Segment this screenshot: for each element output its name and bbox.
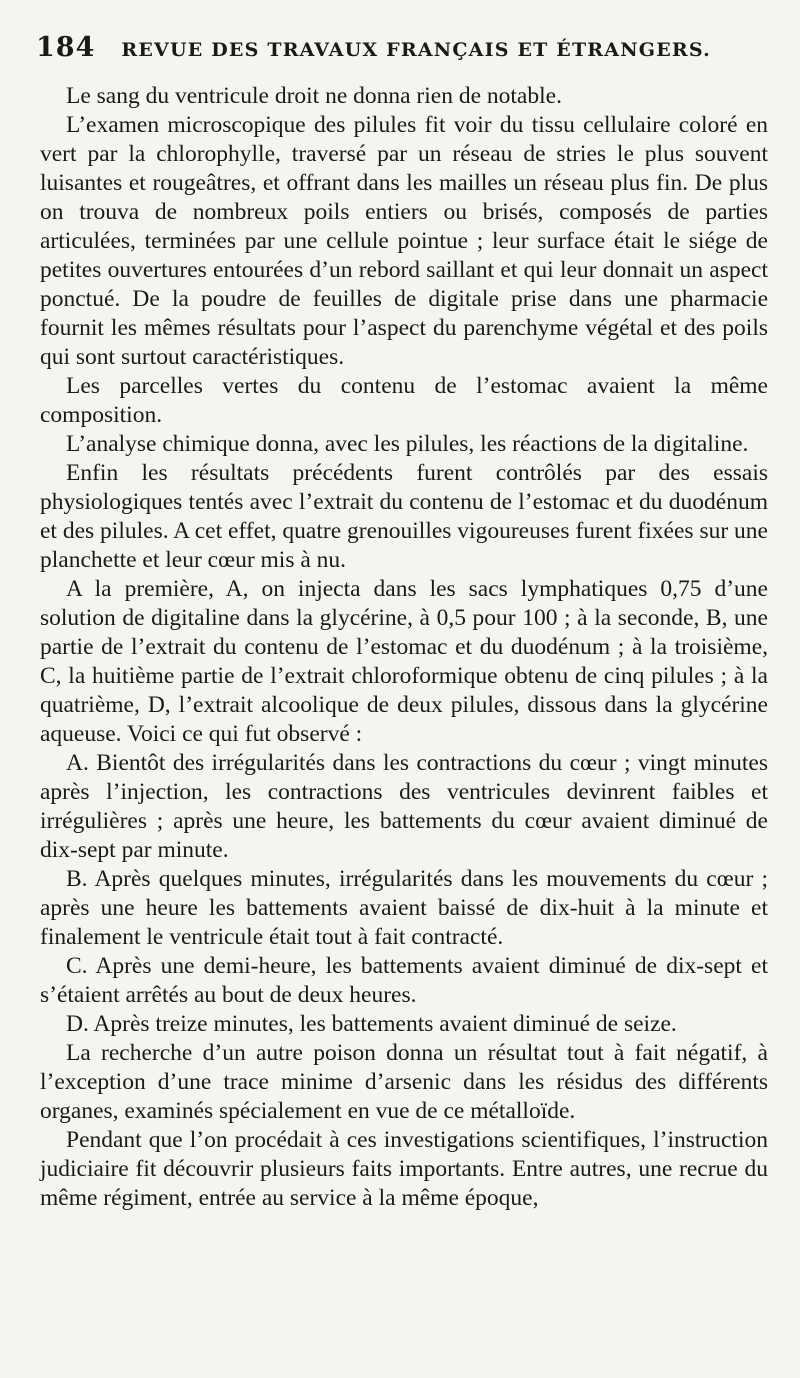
paragraph: B. Après quelques minutes, irrégularités dans les mouvements du cœur ; après une heure les battements avaient baissé de dix-huit à la minute et finalement le ventricule était tout à fait contracté. <box>40 866 768 950</box>
paragraph: D. Après treize minutes, les battements avaient diminué de seize. <box>66 1011 677 1037</box>
paragraph: La recherche d’un autre poison donna un résultat tout à fait négatif, à l’exception d’une trace minime d’arsenic dans les résidus des différents organes, examinés spécialement en vue de ce métalloïde. <box>40 1040 768 1124</box>
paragraph: Pendant que l’on procédait à ces investigations scientifiques, l’instruction judiciaire fit découvrir plusieurs faits importants. Entre autres, une recrue du même régiment, entrée au service à la même époque, <box>40 1127 768 1211</box>
paragraph: C. Après une demi-heure, les battements avaient diminué de dix-sept et s’étaient arrêtés au bout de deux heures. <box>40 953 768 1008</box>
page-header <box>36 32 776 63</box>
paragraph: L’examen microscopique des pilules fit voir du tissu cellulaire coloré en vert par la chlorophylle, traversé par un réseau de stries le plus souvent luisantes et rougeâtres, et offrant dans les mailles un réseau plus fin. De plus on trouva de nombreux poils entiers ou brisés, composés de parties articulées, terminées par une cellule pointue ; leur surface était le siége de petites ouvertures entourées d’un rebord saillant et qui leur donnait un aspect ponctué. De la poudre de feuilles de digitale prise dans une pharmacie fournit les mêmes résultats pour l’aspect du parenchyme végétal et des poils qui sont surtout caractéristiques. <box>40 112 768 370</box>
paragraph: A. Bientôt des irrégularités dans les contractions du cœur ; vingt minutes après l’injection, les contractions des ventricules devinrent faibles et irrégulières ; après une heure, les battements du cœur avaient diminué de dix-sept par minute. <box>40 750 768 863</box>
paragraph: L’analyse chimique donna, avec les pilules, les réactions de la digitaline. <box>66 431 749 457</box>
paragraph: Enfin les résultats précédents furent contrôlés par des essais physiologiques tentés avec l’extrait du contenu de l’estomac et du duodénum et des pilules. A cet effet, quatre grenouilles vigoureuses furent fixées sur une planchette et leur cœur mis à nu. <box>40 460 768 573</box>
running-title: REVUE DES TRAVAUX FRANÇAIS ET ÉTRANGERS. <box>121 39 711 61</box>
body-text <box>40 82 768 1213</box>
paragraph: Les parcelles vertes du contenu de l’estomac avaient la même composition. <box>40 373 768 428</box>
paragraph: Le sang du ventricule droit ne donna rien de notable. <box>66 83 562 109</box>
paragraph: A la première, A, on injecta dans les sacs lymphatiques 0,75 d’une solution de digitaline dans la glycérine, à 0,5 pour 100 ; à la seconde, B, une partie de l’extrait du contenu de l’estomac et du duodénum ; à la troisième, C, la huitième partie de l’extrait chloroformique obtenu de cinq pilules ; à la quatrième, D, l’extrait alcoolique de deux pilules, dissous dans la glycérine aqueuse. Voici ce qui fut observé : <box>40 576 768 747</box>
page-number: 184 <box>36 32 96 63</box>
